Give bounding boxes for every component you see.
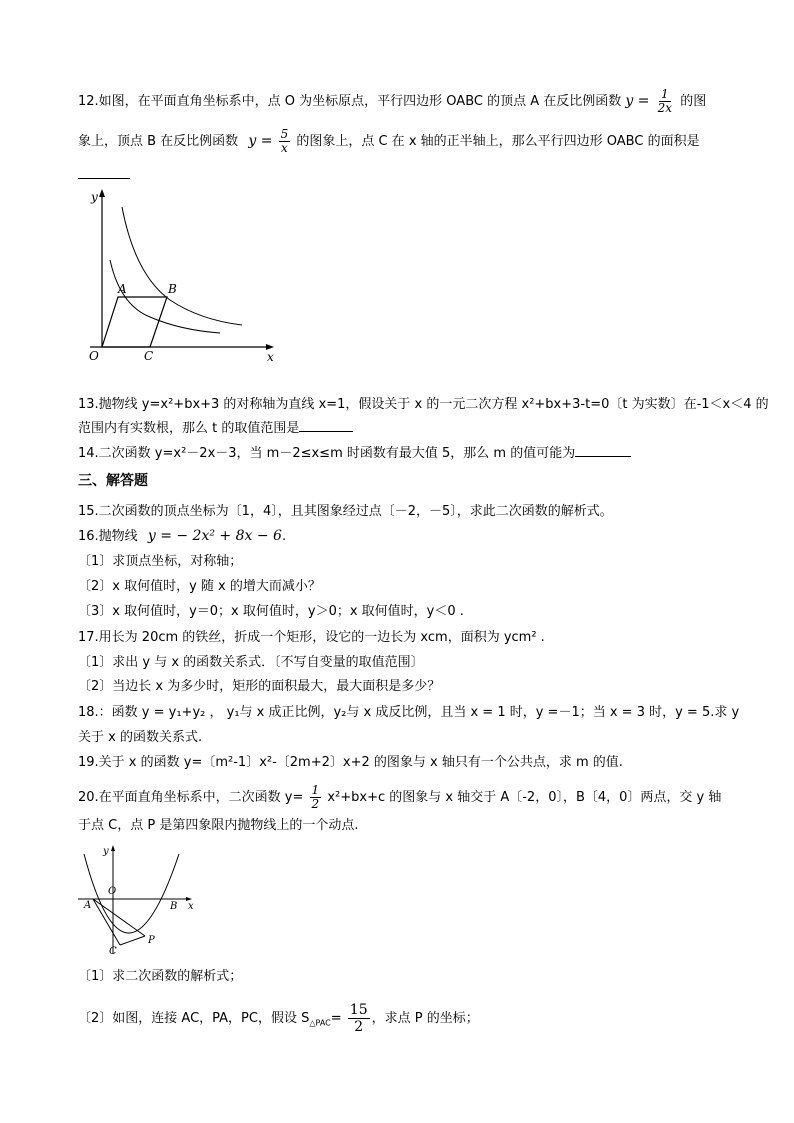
fig2-label-O: O <box>108 886 117 897</box>
q12-func1-lhs: y = <box>625 93 650 109</box>
fig1-label-C: C <box>144 349 154 363</box>
q20-line2: 于点 C，点 P 是第四象限内抛物线上的一个动点. <box>78 818 359 833</box>
fig2-segment-CP <box>120 936 145 945</box>
q13-line1: 13.抛物线 y=x²+bx+3 的对称轴为直线 x=1，假设关于 x 的一元二次方程 x²+bx+3-t=0〔t 为实数〕在-1＜x＜4 的 <box>78 397 769 412</box>
q16-part3: 〔3〕x 取何值时，y＝0；x 取何值时，y＞0；x 取何值时，y＜0 . <box>78 604 464 619</box>
q13-answer-blank[interactable] <box>299 431 353 432</box>
fig1-label-O: O <box>89 349 99 363</box>
q13-line2: 范围内有实数根，那么 t 的取值范围是 <box>78 420 353 438</box>
q12-func1-fraction: $\frac{1}{2x}$ <box>657 87 673 115</box>
q17-line: 17.用长为 20cm 的铁丝，折成一个矩形，设它的一边长为 xcm，面积为 ycm² . <box>78 630 545 645</box>
q15-line: 15.二次函数的顶点坐标为〔1，4〕，且其图象经过点〔－2，－5〕，求此二次函数的解析式。 <box>78 504 613 519</box>
q20-area-subscript: △PAC <box>309 1018 331 1028</box>
figure1-graph <box>80 185 280 365</box>
fig2-y-arrow-icon <box>111 845 115 851</box>
section3-title: 三、解答题 <box>78 473 148 489</box>
fig2-label-x: x <box>188 901 194 912</box>
fig1-label-B: B <box>168 282 177 296</box>
q12-answer-blank[interactable] <box>78 178 130 179</box>
fig1-curve-outer <box>122 207 242 325</box>
q16-formula: y = − 2x² + 8x − 6 <box>147 528 282 544</box>
fig2-label-y: y <box>103 846 109 857</box>
figure2-graph <box>76 842 201 960</box>
q18-line1: 18.：函数 y = y₁+y₂ ， y₁与 x 成正比例，y₂与 x 成反比例，且当 x = 1 时，y =－1；当 x = 3 时，y = 5.求 y <box>78 705 740 720</box>
q20-area-fraction: $\frac{15}{2}$ <box>349 1002 368 1035</box>
fig2-segment-AC <box>93 899 120 945</box>
q12-func2-fraction: $\frac{5}{x}$ <box>280 127 289 155</box>
q20-part2: 〔2〕如图，连接 AC，PA，PC，假设 $S_{\triangle PAC}=$ $\frac{15}{2}$ ，求点 P 的坐标； <box>78 1002 479 1035</box>
q16-part2: 〔2〕x 取何值时，y 随 x 的增大而减小？ <box>78 579 321 594</box>
q14-answer-blank[interactable] <box>575 456 631 457</box>
fig1-label-y: y <box>91 190 98 204</box>
fig2-label-B: B <box>170 901 178 912</box>
fig2-segment-AP <box>93 899 145 936</box>
fig1-parallelogram <box>102 297 167 347</box>
q12-line1: 12.如图，在平面直角坐标系中，点 O 为坐标原点，平行四边形 OABC 的顶点 A 在反比例函数 y = $\frac{1}{2x}$ 的图 <box>78 87 707 115</box>
q17-part1: 〔1〕求出 y 与 x 的函数关系式．〔不写自变量的取值范围〕 <box>78 655 424 670</box>
fig1-y-arrow-icon <box>99 189 105 197</box>
q18-line2: 关于 x 的函数关系式. <box>78 730 203 745</box>
fig2-label-P: P <box>148 935 155 946</box>
q16-line: 16.抛物线 y = − 2x² + 8x − 6. <box>78 528 287 544</box>
q16-part1: 〔1〕求顶点坐标，对称轴； <box>78 554 243 569</box>
fig2-label-A: A <box>84 900 92 911</box>
q14-line: 14.二次函数 y=x²－2x－3，当 m－2≤x≤m 时函数有最大值 5，那么 m 的值可能为 <box>78 445 631 463</box>
fig2-parabola <box>84 854 179 933</box>
q20-coef-fraction: $\frac{1}{2}$ <box>311 783 320 811</box>
q20-part1: 〔1〕求二次函数的解析式； <box>78 969 243 984</box>
q19-line: 19.关于 x 的函数 y=〔m²-1〕x²-〔2m+2〕x+2 的图象与 x 轴只有一个公共点，求 m 的值. <box>78 755 623 770</box>
q12-func2-lhs: y = <box>248 133 273 149</box>
fig1-label-x: x <box>267 350 274 364</box>
fig2-label-C: C <box>109 946 117 957</box>
q17-part2: 〔2〕当边长 x 为多少时，矩形的面积最大，最大面积是多少？ <box>78 679 441 694</box>
q12-line2: 象上，顶点 B 在反比例函数 y = $\frac{5}{x}$ 的图象上，点 C 在 x 轴的正半轴上，那么平行四边形 OABC 的面积是 <box>78 127 700 155</box>
fig1-label-A: A <box>118 282 127 296</box>
q20-line1: 20.在平面直角坐标系中，二次函数 y= $\frac{1}{2}$ x²+bx+c 的图象与 x 轴交于 A〔-2，0〕，B〔4，0〕两点，交 y 轴 <box>78 783 722 811</box>
